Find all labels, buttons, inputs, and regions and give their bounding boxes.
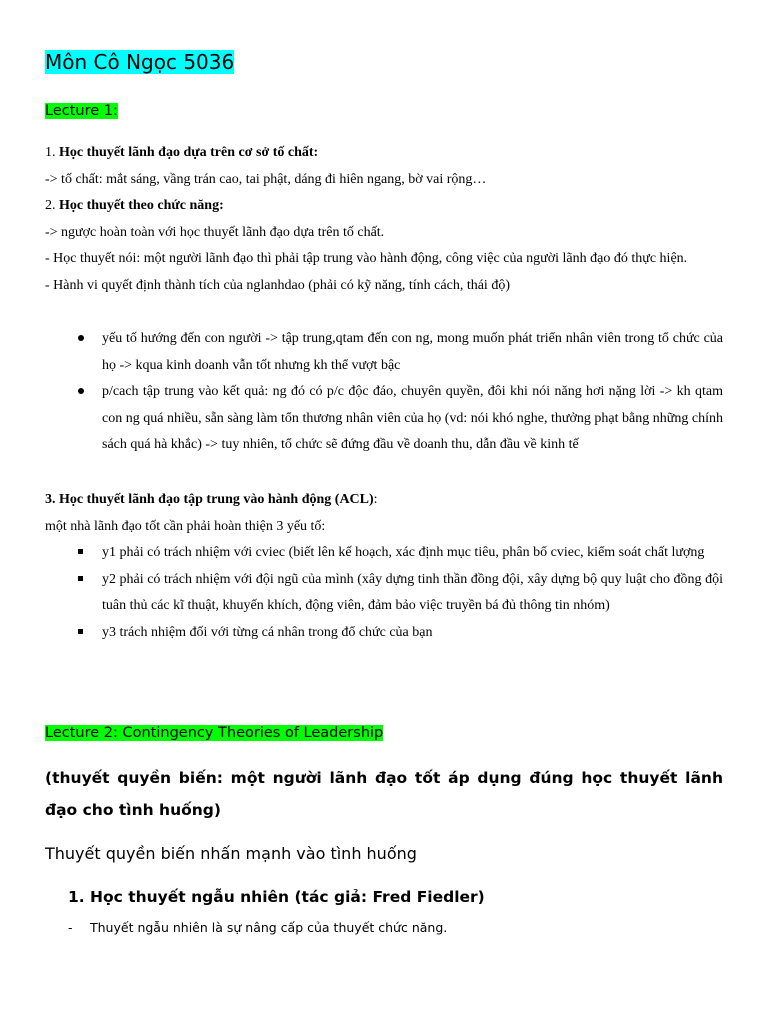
section-3-heading — [45, 487, 725, 514]
section-3-title: . Học thuyết lãnh đạo tập trung vào hành động (ACL) — [52, 492, 374, 507]
lecture-2-line: Thuyết quyền biến nhấn mạnh vào tình huống — [45, 844, 417, 863]
bullet-dot-icon — [78, 326, 84, 353]
bullet-square-icon — [78, 540, 83, 567]
section-3-bullet-3 — [78, 620, 723, 647]
section-2-title: Học thuyết theo chức năng: — [59, 198, 224, 213]
section-3-bullet-3-text: y3 trách nhiệm đối với từng cá nhân trong đổ chức của bạn — [102, 624, 433, 640]
lecture-1-heading-text: Lecture 1: — [45, 103, 118, 119]
section-2-line-3: - Hành vi quyết định thành tích của nglanhdao (phải có kỹ năng, tính cách, thái độ) — [45, 277, 510, 293]
section-2-bullet-2-text: p/cach tập trung vào kết quả: ng đó có p/c độc đáo, chuyên quyền, đôi khi nói năng hơi nặng lời -> kh qtam con ng quá nhiều, sẵn sàng làm tổn thương nhân viên của họ (vd: nói khó nghe, thưởng phạt bằng những chính sách quá hà khắc) -> tuy nhiên, tổ chức sẽ đứng đầu về doanh thu, dẫn đầu về kinh tế — [102, 384, 723, 452]
section-2-number: 2. — [45, 198, 59, 213]
section-2-bullet-1-text: yếu tố hướng đến con người -> tập trung,qtam đến con ng, mong muốn phát triển nhân viên trong tổ chức của họ -> kqua kinh doanh vẫn tốt nhưng kh thể vượt bậc — [102, 331, 723, 373]
section-3-bullet-2-text: y2 phải có trách nhiệm với đội ngũ của mình (xây dựng tinh thần đồng đội, xây dựng bộ quy luật cho đồng đội tuân thủ các kĩ thuật, khuyến khích, động viên, đảm bảo việc truyền bá đủ thông tin nhóm) — [102, 571, 723, 613]
section-1-2-block — [45, 140, 725, 299]
lecture-2-bold-paragraph: (thuyết quyền biến: một người lãnh đạo tốt áp dụng đúng học thuyết lãnh đạo cho tình huống) — [45, 769, 723, 819]
section-2-bullet-1 — [78, 326, 723, 379]
section-2-bullet-list — [78, 326, 723, 459]
section-3-bullet-1-text: y1 phải có trách nhiệm với cviec (biết lên kế hoạch, xác định mục tiêu, phân bổ cviec, kiểm soát chất lượng — [102, 545, 705, 560]
section-3-number: 3 — [45, 492, 52, 507]
section-2-line-2: - Học thuyết nói: một người lãnh đạo thì phải tập trung vào hành động, công việc của người lãnh đạo đó thực hiện. — [45, 251, 688, 266]
section-1-heading — [45, 140, 725, 167]
lecture-2-item-1-text: Học thuyết ngẫu nhiên (tác giả: Fred Fiedler) — [90, 888, 485, 906]
section-3-bullet-list — [78, 540, 723, 646]
lecture-2-subitem-1-dash: - — [68, 920, 73, 935]
section-2-line-1: -> ngược hoàn toàn với học thuyết lãnh đạo dựa trên tố chất. — [45, 224, 385, 240]
section-3-bullet-1 — [78, 540, 723, 567]
lecture-2-heading — [45, 722, 383, 744]
lecture-2-item-1-number: 1. — [68, 888, 85, 906]
bullet-square-icon — [78, 620, 83, 647]
section-1-number: 1. — [45, 145, 59, 160]
lecture-2-subitem-1-text: Thuyết ngẫu nhiên là sự nâng cấp của thuyết chức năng. — [90, 920, 448, 935]
lecture-2-heading-text: Lecture 2: Contingency Theories of Leadership — [45, 725, 384, 741]
document-title-text: Môn Cô Ngọc 5036 — [45, 50, 235, 74]
section-3-block — [45, 487, 725, 540]
bullet-dot-icon — [78, 379, 84, 406]
section-3-colon: : — [373, 492, 378, 507]
bullet-square-icon — [78, 567, 83, 594]
section-1-line: -> tố chất: mắt sáng, vầng trán cao, tai phật, dáng đi hiên ngang, bờ vai rộng… — [45, 171, 487, 187]
section-3-line: một nhà lãnh đạo tốt cần phải hoàn thiện 3 yếu tố: — [45, 518, 326, 534]
document-title — [45, 48, 234, 76]
section-2-bullet-2 — [78, 379, 723, 459]
lecture-1-heading — [45, 100, 118, 122]
section-1-title: Học thuyết lãnh đạo dựa trên cơ sở tố chất: — [59, 145, 319, 160]
lecture-2-item-1 — [68, 886, 485, 908]
section-3-bullet-2 — [78, 567, 723, 620]
section-2-heading — [45, 193, 725, 220]
lecture-2-subitem-1 — [68, 918, 447, 938]
